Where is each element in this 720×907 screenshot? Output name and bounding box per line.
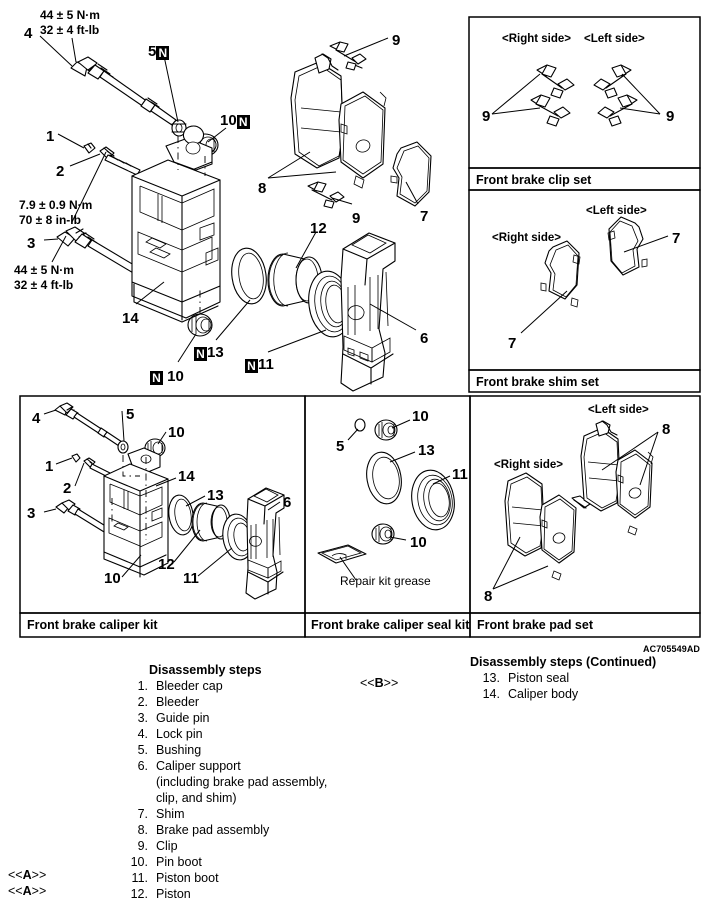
marker-a-2: <<A>> — [8, 884, 47, 898]
legend-row-label: Piston boot — [156, 871, 219, 885]
legend-row-label: Bleeder — [156, 695, 200, 709]
legend-row-number: 13. — [482, 671, 500, 685]
ck-lock-pin — [55, 403, 122, 446]
shim-set-right-side-label: <Right side> — [492, 232, 562, 244]
bleeder-part — [100, 147, 140, 175]
callout-10-n-top: 10 N — [220, 112, 250, 129]
ck-callout-3: 3 — [27, 505, 36, 522]
legend-row — [118, 790, 327, 806]
marker-b: <<B>> — [360, 676, 399, 690]
ck-callout-4: 4 — [32, 410, 41, 427]
legend-right-heading: Disassembly steps (Continued) — [470, 655, 657, 669]
legend-row — [118, 886, 327, 902]
clip-top-part — [330, 42, 366, 70]
callout-7: 7 — [420, 208, 429, 225]
callout-3: 3 — [27, 235, 36, 252]
ps-pad-right-inner — [540, 495, 590, 580]
legend-left-heading: Disassembly steps — [149, 663, 262, 677]
legend-row-number: 10. — [130, 855, 148, 869]
legend-row-label: Bushing — [156, 743, 202, 757]
legend-left-body — [118, 678, 327, 902]
sk-pin-boot-bottom — [372, 524, 394, 544]
legend-row — [118, 678, 327, 694]
marker-a-1: <<A>> — [8, 868, 47, 882]
pad-set-right-side-label: <Right side> — [494, 459, 564, 471]
n-badge-icon: N — [194, 347, 207, 361]
sk-callout-13: 13 — [418, 442, 435, 459]
panel-title-caliper-kit: Front brake caliper kit — [27, 618, 158, 632]
clip-set-left-side-label: <Left side> — [584, 33, 645, 45]
legend-row-label: Clip — [156, 839, 178, 853]
ck-bleeder-cap — [72, 454, 80, 462]
callout-1: 1 — [46, 128, 55, 145]
ck-callout-12: 12 — [158, 556, 175, 573]
ck-callout-10-bottom: 10 — [104, 570, 121, 587]
ck-callout-5: 5 — [126, 406, 135, 423]
callout-12: 12 — [310, 220, 327, 237]
shim-main-part — [391, 142, 431, 206]
ck-caliper-support — [246, 488, 284, 599]
ck-callout-11: 11 — [183, 570, 199, 587]
brake-pad-outer-part — [291, 54, 343, 168]
ck-callout-2: 2 — [63, 480, 72, 497]
legend-row — [118, 806, 327, 822]
disassembly-steps-right — [470, 654, 700, 702]
shim-callout-7-right: 7 — [508, 335, 517, 352]
caliper-body-part — [132, 126, 220, 322]
legend-row — [470, 670, 578, 686]
callout-8: 8 — [258, 180, 267, 197]
legend-row-label: Pin boot — [156, 855, 202, 869]
n-badge-icon: N — [245, 359, 258, 373]
torque-spec-bleeder: 7.9 ± 0.9 N·m 70 ± 8 in-lb — [19, 198, 93, 227]
ps-callout-8-left: 8 — [662, 421, 671, 438]
ck-piston-seal — [166, 494, 195, 537]
legend-row-label: Guide pin — [156, 711, 210, 725]
shim-set-left-side-label: <Left side> — [586, 205, 647, 217]
legend-row-label: Piston seal — [508, 671, 570, 685]
ck-bushing — [118, 441, 128, 453]
legend-row — [118, 710, 327, 726]
legend-row-number: 7. — [137, 807, 148, 821]
figure-code: AC705549AD — [643, 644, 701, 654]
clip-bottom-part — [308, 182, 344, 208]
clip-set-right-side-label: <Right side> — [502, 33, 572, 45]
legend-row-number: 11. — [131, 871, 148, 885]
ps-callout-8-right: 8 — [484, 588, 493, 605]
callout-4: 4 — [24, 25, 33, 42]
legend-row-number — [118, 790, 156, 806]
legend-row — [118, 694, 327, 710]
legend-row-number: 1. — [137, 679, 148, 693]
legend-row-number: 3. — [137, 711, 148, 725]
legend-row — [118, 758, 327, 774]
n-badge-icon: N — [156, 46, 169, 60]
sk-callout-11: 11 — [452, 466, 468, 483]
torque-spec-lock-pin: 44 ± 5 N·m 32 ± 4 ft-lb — [40, 8, 100, 37]
ck-callout-14: 14 — [178, 468, 195, 485]
shim-set-frame — [469, 190, 700, 370]
clip-callout-9-right: 9 — [482, 108, 491, 125]
bleeder-cap-part — [84, 143, 95, 153]
ck-callout-1: 1 — [45, 458, 54, 475]
legend-row-label: Lock pin — [156, 727, 203, 741]
legend-row-label: (including brake pad assembly, — [156, 775, 328, 789]
legend-row-number: 14. — [482, 687, 500, 701]
legend-row — [118, 774, 327, 790]
legend-row-label: Brake pad assembly — [156, 823, 270, 837]
ck-callout-13: 13 — [207, 487, 224, 504]
legend-row-number: 9. — [137, 839, 148, 853]
panel-title-clip-set: Front brake clip set — [476, 173, 592, 187]
ck-callout-6: 6 — [283, 494, 292, 511]
torque-spec-guide-pin: 44 ± 5 N·m 32 ± 4 ft-lb — [14, 263, 74, 292]
legend-left-table — [118, 678, 327, 902]
callout-5-n: 5 N — [148, 43, 169, 60]
legend-row-number: 12. — [130, 887, 148, 901]
legend-row-number — [118, 774, 156, 790]
panel-title-shim-set: Front brake shim set — [476, 375, 599, 389]
legend-row-label: Caliper support — [156, 759, 241, 773]
sk-callout-10-top: 10 — [412, 408, 429, 425]
piston-seal-part — [228, 246, 269, 306]
n-badge-icon: N — [150, 371, 163, 385]
callout-11-n: N 11 — [245, 356, 274, 373]
pad-set-art — [493, 421, 658, 589]
panel-title-seal-kit: Front brake caliper seal kit — [311, 618, 470, 632]
shim-callout-7-left: 7 — [672, 230, 681, 247]
legend-row — [118, 838, 327, 854]
caliper-support-part — [341, 233, 395, 391]
callout-10-n-bottom: N 10 — [150, 368, 184, 385]
lock-pin-part — [71, 57, 176, 125]
n-badge-icon: N — [237, 115, 250, 129]
disassembly-steps-left — [118, 662, 358, 902]
sk-pin-boot-top — [375, 420, 397, 440]
legend-row-label: clip, and shim) — [156, 791, 237, 805]
clip-panel-leaders — [492, 74, 660, 114]
legend-right-body — [470, 670, 578, 702]
ck-callout-10-top: 10 — [168, 424, 185, 441]
main-assembly-art — [40, 36, 431, 391]
callout-14: 14 — [122, 310, 139, 327]
legend-row-number: 6. — [137, 759, 148, 773]
callout-9-top: 9 — [392, 32, 401, 49]
legend-row-label: Shim — [156, 807, 185, 821]
callout-2: 2 — [56, 163, 65, 180]
legend-right-table — [470, 670, 578, 702]
legend-row — [118, 726, 327, 742]
sk-bushing — [355, 419, 365, 431]
legend-row-number: 2. — [137, 695, 148, 709]
callout-6: 6 — [420, 330, 429, 347]
legend-row — [118, 822, 327, 838]
ps-pad-right-outer — [505, 473, 544, 556]
legend-row-label: Caliper body — [508, 687, 579, 701]
brake-pad-inner-part — [339, 92, 386, 188]
ps-pad-left-outer — [581, 421, 620, 511]
legend-row — [118, 742, 327, 758]
legend-row — [470, 686, 578, 702]
legend-row-number: 4. — [137, 727, 148, 741]
clip-callout-9-left: 9 — [666, 108, 675, 125]
sk-callout-5: 5 — [336, 438, 345, 455]
legend-row-label: Bleeder cap — [156, 679, 223, 693]
repair-kit-grease-label: Repair kit grease — [340, 574, 431, 588]
callout-9-bottom: 9 — [352, 210, 361, 227]
clip-set-art — [492, 65, 660, 126]
panel-title-pad-set: Front brake pad set — [477, 618, 593, 632]
callout-13-n: N 13 — [194, 344, 224, 361]
pad-set-left-side-label: <Left side> — [588, 404, 649, 416]
legend-row — [118, 854, 327, 870]
legend-row-number: 8. — [137, 823, 148, 837]
sk-callout-10-bottom: 10 — [410, 534, 427, 551]
legend-row-number: 5. — [137, 743, 148, 757]
legend-row — [118, 870, 327, 886]
legend-row-label: Piston — [156, 887, 191, 901]
